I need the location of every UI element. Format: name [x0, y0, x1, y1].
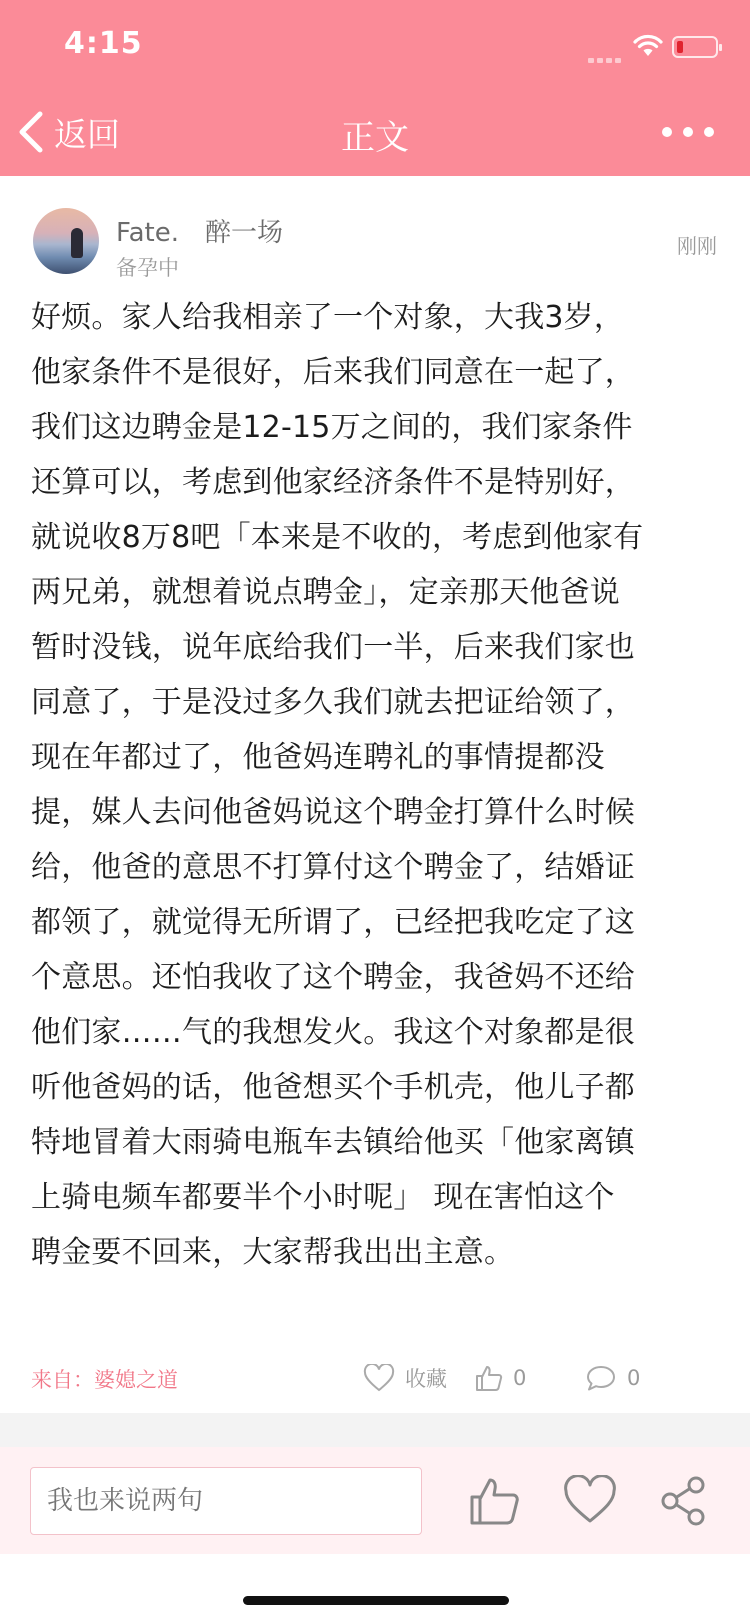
- post-meta: [31, 1358, 721, 1398]
- nav-bar: [0, 88, 750, 176]
- content-line: 就说收8万8吧「本来是不收的，考虑到他家有: [31, 520, 644, 555]
- status-bar: [0, 0, 750, 88]
- like-button[interactable]: [475, 1358, 526, 1398]
- back-label: 返回: [54, 114, 120, 154]
- favorite-label: 收藏: [405, 1367, 447, 1391]
- page-title: 正文: [341, 118, 409, 158]
- author-status: 备孕中: [116, 256, 179, 280]
- content-line: 听他爸妈的话，他爸想买个手机壳，他儿子都: [31, 1070, 635, 1105]
- signal-icon: [588, 48, 628, 56]
- content-line: 好烦。家人给我相亲了一个对象，大我3岁，: [31, 300, 625, 335]
- content-line: 他家条件不是很好，后来我们同意在一起了，: [31, 355, 635, 390]
- content-line: 现在年都过了，他爸妈连聘礼的事情提都没: [31, 740, 605, 775]
- content-line: 两兄弟，就想着说点聘金」，定亲那天他爸说: [31, 575, 620, 610]
- content-line: 提，媒人去问他爸妈说这个聘金打算什么时候: [31, 795, 635, 830]
- post-author: [33, 208, 717, 280]
- content-line: 同意了，于是没过多久我们就去把证给领了，: [31, 685, 635, 720]
- post-content: [31, 290, 723, 1280]
- content-line: 个意思。还怕我收了这个聘金，我爸妈不还给: [31, 960, 635, 995]
- bottom-bar: [0, 1447, 750, 1554]
- thumbs-up-icon: [475, 1364, 503, 1392]
- comment-bubble-icon: [585, 1364, 617, 1392]
- post-time: 刚刚: [677, 234, 717, 258]
- like-count: 0: [513, 1366, 527, 1390]
- wifi-icon: [633, 34, 663, 58]
- content-line: 都领了，就觉得无所谓了，已经把我吃定了这: [31, 905, 635, 940]
- content-line: 暂时没钱，说年底给我们一半，后来我们家也: [31, 630, 635, 665]
- content-line: 还算可以，考虑到他家经济条件不是特别好，: [31, 465, 635, 500]
- section-divider: [0, 1413, 750, 1447]
- source-link[interactable]: 来自：婆媳之道: [31, 1368, 178, 1392]
- comment-count: 0: [627, 1366, 641, 1390]
- home-indicator: [243, 1596, 509, 1605]
- more-dots-icon: [662, 127, 672, 137]
- content-line: 上骑电频车都要半个小时呢」 现在害怕这个: [31, 1180, 615, 1215]
- heart-icon: [363, 1364, 395, 1392]
- content-line: 特地冒着大雨骑电瓶车去镇给他买「他家离镇: [31, 1125, 635, 1160]
- thumbs-up-icon[interactable]: [466, 1475, 522, 1527]
- header: [0, 0, 750, 176]
- comment-button[interactable]: [585, 1358, 640, 1398]
- status-time: 4:15: [64, 26, 143, 61]
- content-line: 我们这边聘金是12-15万之间的，我们家条件: [31, 410, 633, 445]
- comment-input[interactable]: [30, 1467, 422, 1535]
- share-icon[interactable]: [660, 1475, 708, 1527]
- favorite-button[interactable]: [363, 1358, 447, 1398]
- battery-icon: [672, 36, 718, 58]
- content-line: 给，他爸的意思不打算付这个聘金了，结婚证: [31, 850, 635, 885]
- content-line: 他们家……气的我想发火。我这个对象都是很: [31, 1015, 635, 1050]
- more-button[interactable]: [662, 118, 714, 146]
- heart-icon[interactable]: [562, 1475, 618, 1527]
- author-name[interactable]: Fate. 醉一场: [116, 218, 283, 248]
- avatar[interactable]: [33, 208, 99, 274]
- content-line: 聘金要不回来，大家帮我出出主意。: [31, 1235, 515, 1270]
